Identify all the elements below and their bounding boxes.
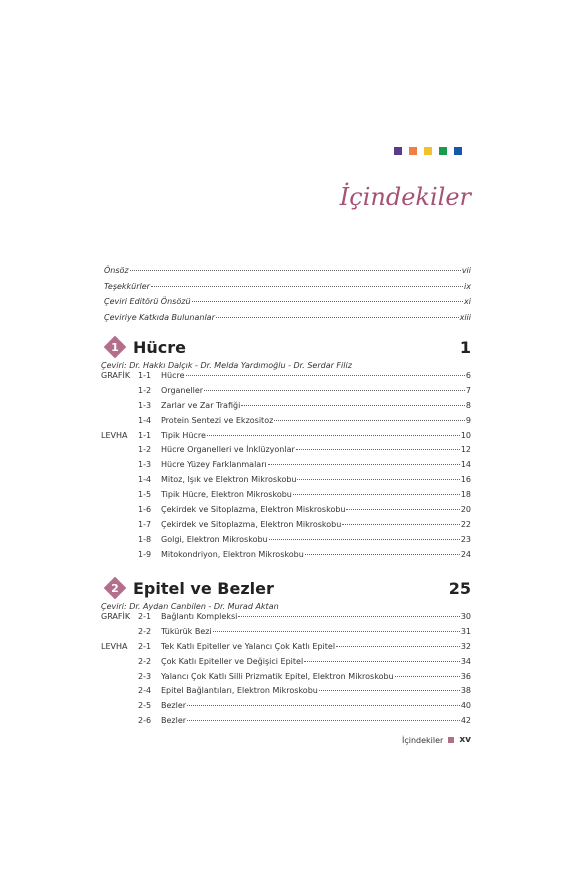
entry-number: 1-6 — [138, 505, 152, 515]
leader-dots — [336, 646, 460, 647]
entry-number: 2-3 — [138, 671, 152, 681]
entry-page: 30 — [460, 612, 471, 621]
entry-page: 36 — [460, 671, 471, 681]
entry-page: 7 — [465, 385, 471, 395]
leader-dots — [342, 524, 459, 525]
entry-page: 9 — [465, 415, 471, 425]
toc-entry[interactable] — [104, 416, 471, 431]
entry-group: GRAFİK — [101, 612, 131, 621]
leader-dots — [204, 390, 465, 391]
entry-label: Tipik Hücre — [161, 430, 206, 440]
leader-dots — [187, 720, 460, 721]
entry-page: 32 — [460, 641, 471, 651]
leader-dots — [187, 705, 460, 706]
entry-number: 1-5 — [138, 490, 152, 500]
color-square-blue — [454, 147, 462, 155]
toc-entry[interactable] — [104, 475, 471, 490]
leader-dots — [304, 661, 460, 662]
chapter-entries — [101, 612, 471, 731]
chapter-title: Hücre — [133, 337, 187, 357]
entry-label: Çekirdek ve Sitoplazma, Elektron Miskroskobu — [161, 505, 346, 515]
color-square-green — [439, 147, 447, 155]
leader-dots — [395, 676, 460, 677]
entry-page: 40 — [460, 701, 471, 711]
entry-label: Tipik Hücre, Elektron Mikroskobu — [161, 490, 292, 500]
entry-page: 24 — [460, 549, 471, 559]
chapter-entries — [101, 371, 471, 565]
chapter-number-diamond-icon: 1 — [104, 336, 126, 358]
toc-entry[interactable] — [101, 371, 471, 386]
entry-page: 6 — [465, 371, 471, 380]
entry-page: 10 — [460, 430, 471, 440]
entry-number: 1-2 — [138, 385, 152, 395]
entry-label: Organeller — [161, 385, 204, 395]
entry-number: 1-1 — [138, 371, 152, 380]
chapter-title: Epitel ve Bezler — [133, 578, 274, 598]
entry-label: Zarlar ve Zar Trafiği — [161, 400, 241, 410]
leader-dots — [213, 631, 460, 632]
toc-entry[interactable] — [104, 386, 471, 401]
entry-label: Yalancı Çok Katlı Silli Prizmatik Epitel, Elektron Mikroskobu — [161, 671, 394, 681]
toc-entry[interactable] — [104, 401, 471, 416]
entry-page: 16 — [460, 475, 471, 485]
entry-number: 1-1 — [138, 430, 152, 440]
entry-page: 12 — [460, 445, 471, 455]
entry-page: 42 — [460, 716, 471, 726]
leader-dots — [186, 375, 465, 376]
entry-number: 1-9 — [138, 549, 152, 559]
entry-label: Bağlantı Kompleksi — [161, 612, 238, 621]
color-square-purple — [394, 147, 402, 155]
front-matter-list — [104, 266, 471, 328]
toc-entry[interactable] — [104, 627, 471, 642]
entry-number: 2-2 — [138, 626, 152, 636]
chapter-page: 1 — [459, 337, 471, 357]
leader-dots — [296, 449, 460, 450]
chapter-translators: Çeviri: Dr. Aydan Canbilen - Dr. Murad Aktan — [101, 602, 279, 611]
entry-label: Golgi, Elektron Mikroskobu — [161, 534, 268, 544]
toc-entry[interactable] — [101, 430, 471, 446]
toc-entry[interactable] — [104, 686, 471, 701]
leader-dots — [305, 554, 460, 555]
leader-dots — [274, 420, 465, 421]
page-title: İçindekiler — [339, 183, 471, 211]
entry-page: 22 — [460, 519, 471, 529]
leader-dots — [297, 479, 459, 480]
entry-label: Çok Katlı Epiteller ve Değişici Epitel — [161, 656, 304, 666]
chapter-number-diamond-icon: 2 — [104, 577, 126, 599]
color-square-orange — [409, 147, 417, 155]
entry-group: GRAFİK — [101, 371, 131, 380]
toc-entry[interactable] — [104, 716, 471, 731]
toc-entry[interactable] — [101, 612, 471, 627]
page-footer — [402, 735, 471, 745]
entry-label: Mitoz, Işık ve Elektron Mikroskobu — [161, 475, 297, 485]
leader-dots — [319, 690, 460, 691]
footer-label: İçindekiler — [401, 735, 444, 745]
toc-entry[interactable] — [104, 657, 471, 672]
entry-number: 2-4 — [138, 686, 152, 696]
front-matter-item[interactable]: Çeviriye Katkıda Bulunanlar xiii — [104, 312, 471, 322]
toc-entry[interactable] — [104, 672, 471, 687]
leader-dots — [269, 539, 460, 540]
entry-number: 2-2 — [138, 656, 152, 666]
entry-group: LEVHA — [101, 641, 128, 651]
entry-page: 38 — [460, 686, 471, 696]
color-square-yellow — [424, 147, 432, 155]
footer-square-icon — [448, 737, 454, 743]
entry-number: 1-4 — [138, 475, 152, 485]
entry-number: 1-3 — [138, 400, 152, 410]
entry-number: 2-5 — [138, 701, 152, 711]
entry-page: 14 — [460, 460, 471, 470]
entry-label: Tek Katlı Epiteller ve Yalancı Çok Katlı Epitel — [161, 641, 336, 651]
entry-number: 1-3 — [138, 460, 152, 470]
chapter-heading[interactable] — [104, 336, 471, 358]
leader-dots — [207, 435, 460, 436]
chapter-translators: Çeviri: Dr. Hakkı Dalçık - Dr. Melda Yardımoğlu - Dr. Serdar Filiz — [101, 361, 352, 370]
entry-page: 31 — [460, 626, 471, 636]
toc-entry[interactable] — [104, 701, 471, 716]
leader-dots — [346, 509, 459, 510]
entry-number: 2-1 — [138, 641, 152, 651]
entry-number: 1-4 — [138, 415, 152, 425]
toc-entry[interactable] — [104, 505, 471, 520]
entry-page: 8 — [465, 400, 471, 410]
entry-page: 20 — [460, 505, 471, 515]
toc-entry[interactable] — [104, 550, 471, 565]
entry-label: Protein Sentezi ve Ekzositoz — [161, 415, 274, 425]
entry-page: 18 — [460, 490, 471, 500]
leader-dots — [241, 405, 465, 406]
entry-group: LEVHA — [101, 430, 128, 440]
entry-label: Tükürük Bezi — [161, 626, 212, 636]
front-matter-item[interactable]: Teşekkürler ix — [104, 281, 471, 291]
entry-label: Hücre Organelleri ve İnklüzyonlar — [161, 445, 295, 455]
toc-entry[interactable] — [101, 641, 471, 657]
entry-page: 23 — [460, 534, 471, 544]
entry-label: Bezler — [161, 701, 187, 711]
entry-label: Hücre Yüzey Farklanmaları — [161, 460, 267, 470]
chapter-heading[interactable] — [104, 577, 471, 599]
entry-number: 1-7 — [138, 519, 152, 529]
entry-label: Epitel Bağlantıları, Elektron Mikroskobu — [161, 686, 318, 696]
entry-label: Hücre — [161, 371, 185, 380]
leader-dots — [293, 494, 460, 495]
entry-number: 1-8 — [138, 534, 152, 544]
chapter-1 — [101, 336, 471, 565]
entry-number: 2-1 — [138, 612, 152, 621]
chapter-2 — [101, 577, 471, 731]
entry-page: 34 — [460, 656, 471, 666]
front-matter-item[interactable]: Çeviri Editörü Önsözü xi — [104, 297, 471, 306]
chapter-page: 25 — [448, 578, 471, 598]
toc-entry[interactable] — [104, 460, 471, 475]
footer-page-number: xv — [459, 735, 471, 745]
color-squares — [394, 147, 469, 155]
entry-label: Bezler — [161, 716, 187, 726]
toc-entry[interactable] — [104, 520, 471, 535]
toc-entry[interactable] — [104, 535, 471, 550]
entry-label: Çekirdek ve Sitoplazma, Elektron Mikroskobu — [161, 519, 342, 529]
leader-dots — [238, 616, 459, 617]
toc-entry[interactable] — [104, 445, 471, 460]
entry-number: 1-2 — [138, 445, 152, 455]
toc-entry[interactable] — [104, 490, 471, 505]
front-matter-item[interactable]: Önsöz vii — [104, 266, 471, 275]
leader-dots — [268, 464, 460, 465]
entry-label: Mitokondriyon, Elektron Mikroskobu — [161, 549, 304, 559]
entry-number: 2-6 — [138, 716, 152, 726]
